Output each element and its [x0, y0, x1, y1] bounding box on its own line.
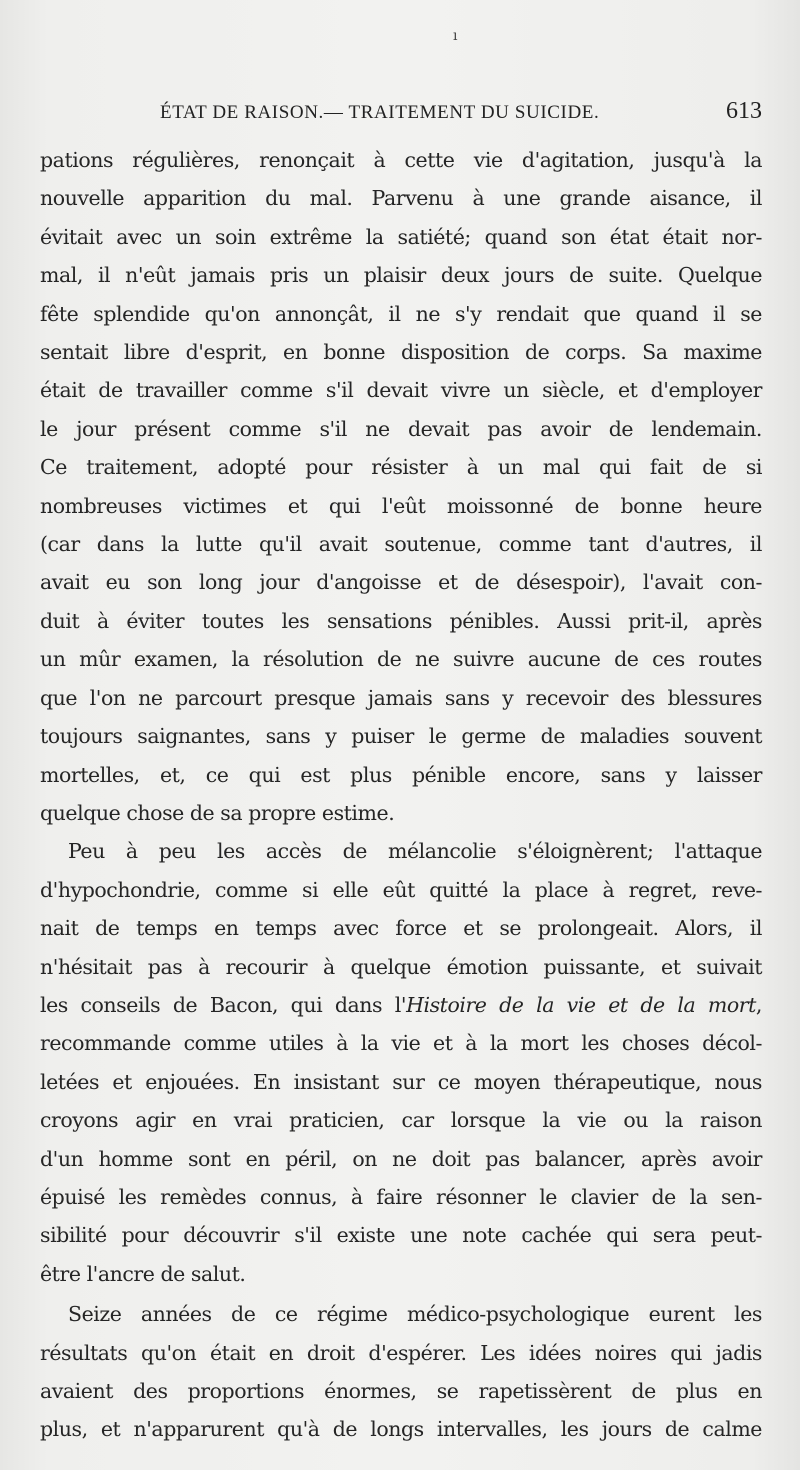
- text-line: plus, et n'apparurent qu'à de longs intervalles, les jours de calme: [40, 1417, 762, 1442]
- text-line: nait de temps en temps avec force et se prolongeait. Alors, il: [40, 916, 762, 941]
- text-line: (car dans la lutte qu'il avait soutenue, comme tant d'autres, il: [40, 532, 762, 557]
- text-line: nombreuses victimes et qui l'eût moissonné de bonne heure: [40, 493, 762, 518]
- text-line: mortelles, et, ce qui est plus pénible encore, sans y laisser: [40, 762, 762, 787]
- text-line: recommande comme utiles à la vie et à la mort les choses décol-: [40, 1031, 762, 1056]
- text-line: d'un homme sont en péril, on ne doit pas balancer, après avoir: [40, 1146, 762, 1171]
- text-line-first: [40, 832, 762, 870]
- text-line: letées et enjouées. En insistant sur ce moyen thérapeutique, nous: [40, 1069, 762, 1094]
- text-line: duit à éviter toutes les sensations pénibles. Aussi prit-il, après: [40, 608, 762, 633]
- text-line: sibilité pour découvrir s'il existe une note cachée qui sera peut-: [40, 1223, 762, 1248]
- text-line: Ce traitement, adopté pour résister à un mal qui fait de si: [40, 455, 762, 480]
- paragraph-1: [40, 141, 762, 832]
- text-line: un mûr examen, la résolution de ne suivre aucune de ces routes: [40, 647, 762, 672]
- text-line: croyons agir en vrai praticien, car lorsque la vie ou la raison: [40, 1108, 762, 1133]
- paragraph-2: [40, 832, 762, 1293]
- paragraph-3: [40, 1295, 762, 1449]
- work-title: Histoire de la vie et de la mort: [406, 992, 756, 1017]
- text-line: toujours saignantes, sans y puiser le germe de maladies souvent: [40, 724, 762, 749]
- body-text: [40, 141, 762, 1449]
- text-line: fête splendide qu'on annonçât, il ne s'y rendait que quand il se: [40, 301, 762, 326]
- text-line: n'hésitait pas à recourir à quelque émotion puissante, et suivait: [40, 954, 762, 979]
- page-number: 613: [726, 98, 762, 124]
- text-line-bacon: [40, 986, 762, 1024]
- text-line: le jour présent comme s'il ne devait pas avoir de lendemain.: [40, 416, 762, 441]
- text-line-content: Seize années de ce régime médico-psychologique eurent les: [68, 1302, 762, 1327]
- text-line: d'hypochondrie, comme si elle eût quitté la place à regret, reve-: [40, 877, 762, 902]
- text-line-first: [40, 1295, 762, 1333]
- text-line: mal, il n'eût jamais pris un plaisir deux jours de suite. Quelque: [40, 263, 762, 288]
- text-line: était de travailler comme s'il devait vivre un siècle, et d'employer: [40, 378, 762, 403]
- text-line: avait eu son long jour d'angoisse et de désespoir), l'avait con-: [40, 570, 762, 595]
- text-line: avaient des proportions énormes, se rapetissèrent de plus en: [40, 1379, 762, 1403]
- text-line: sentait libre d'esprit, en bonne disposition de corps. Sa maxime: [40, 340, 762, 365]
- page-header: [40, 98, 762, 132]
- printer-mark: ı: [453, 28, 458, 44]
- bacon-after: ,: [755, 992, 762, 1017]
- text-line: nouvelle apparition du mal. Parvenu à une grande aisance, il: [40, 186, 762, 211]
- text-line: quelque chose de sa propre estime.: [40, 800, 395, 825]
- text-line: que l'on ne parcourt presque jamais sans y recevoir des blessures: [40, 685, 762, 710]
- text-line: résultats qu'on était en droit d'espérer. Les idées noires qui jadis: [40, 1340, 762, 1365]
- bacon-before: les conseils de Bacon, qui dans l': [40, 992, 407, 1017]
- text-line: pations régulières, renonçait à cette vie d'agitation, jusqu'à la: [40, 148, 762, 172]
- running-title: ÉTAT DE RAISON.— TRAITEMENT DU SUICIDE.: [160, 102, 600, 123]
- text-line-content: Peu à peu les accès de mélancolie s'éloignèrent; l'attaque: [68, 839, 762, 864]
- text-line: être l'ancre de salut.: [40, 1261, 246, 1286]
- text-line: épuisé les remèdes connus, à faire résonner le clavier de la sen-: [40, 1184, 762, 1209]
- text-line: évitait avec un soin extrême la satiété; quand son état était nor-: [40, 224, 762, 249]
